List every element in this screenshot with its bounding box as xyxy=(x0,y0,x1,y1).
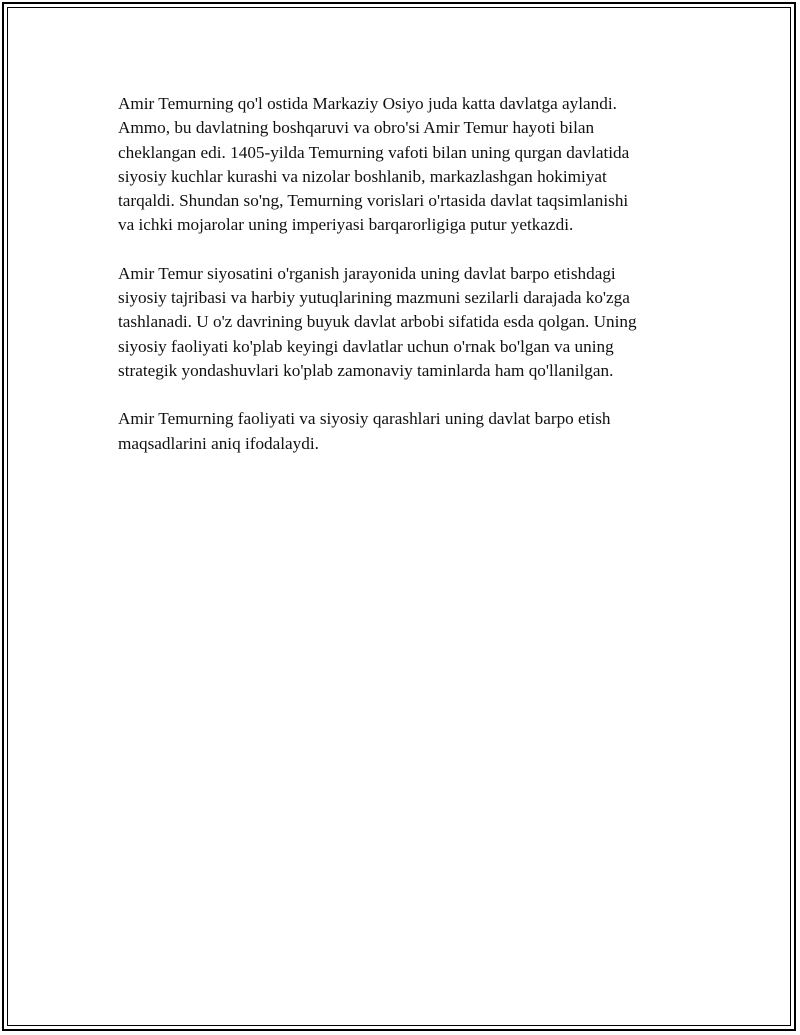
paragraph-1: Amir Temurning qo'l ostida Markaziy Osiyo juda katta davlatga aylandi. Ammo, bu davlatning boshqaruvi va obro'si Amir Temur hayoti bilan cheklangan edi. 1405-yilda Temurning vafoti bilan uning qurgan davlatida siyosiy kuchlar kurashi va nizolar boshlanib, markazlashgan hokimiyat tarqaldi. Shundan so'ng, Temurning vorislari o'rtasida davlat taqsimlanishi va ichki mojarolar uning imperiyasi barqarorligiga putur yetkazdi. xyxy=(118,94,630,235)
paragraph-3: Amir Temurning faoliyati va siyosiy qarashlari uning davlat barpo etish maqsadlarini aniq ifodalaydi. xyxy=(118,409,611,453)
paragraph-2: Amir Temur siyosatini o'rganish jarayonida uning davlat barpo etishdagi siyosiy tajribasi va harbiy yutuqlarining mazmuni sezilarli darajada ko'zga tashlanadi. U o'z davrining buyuk davlat arbobi sifatida esda qolgan. Uning siyosiy faoliyati ko'plab keyingi davlatlar uchun o'rnak bo'lgan va uning strategik yondashuvlari ko'plab zamonaviy taminlarda ham qo'llanilgan. xyxy=(118,263,637,380)
document-body xyxy=(118,92,678,480)
